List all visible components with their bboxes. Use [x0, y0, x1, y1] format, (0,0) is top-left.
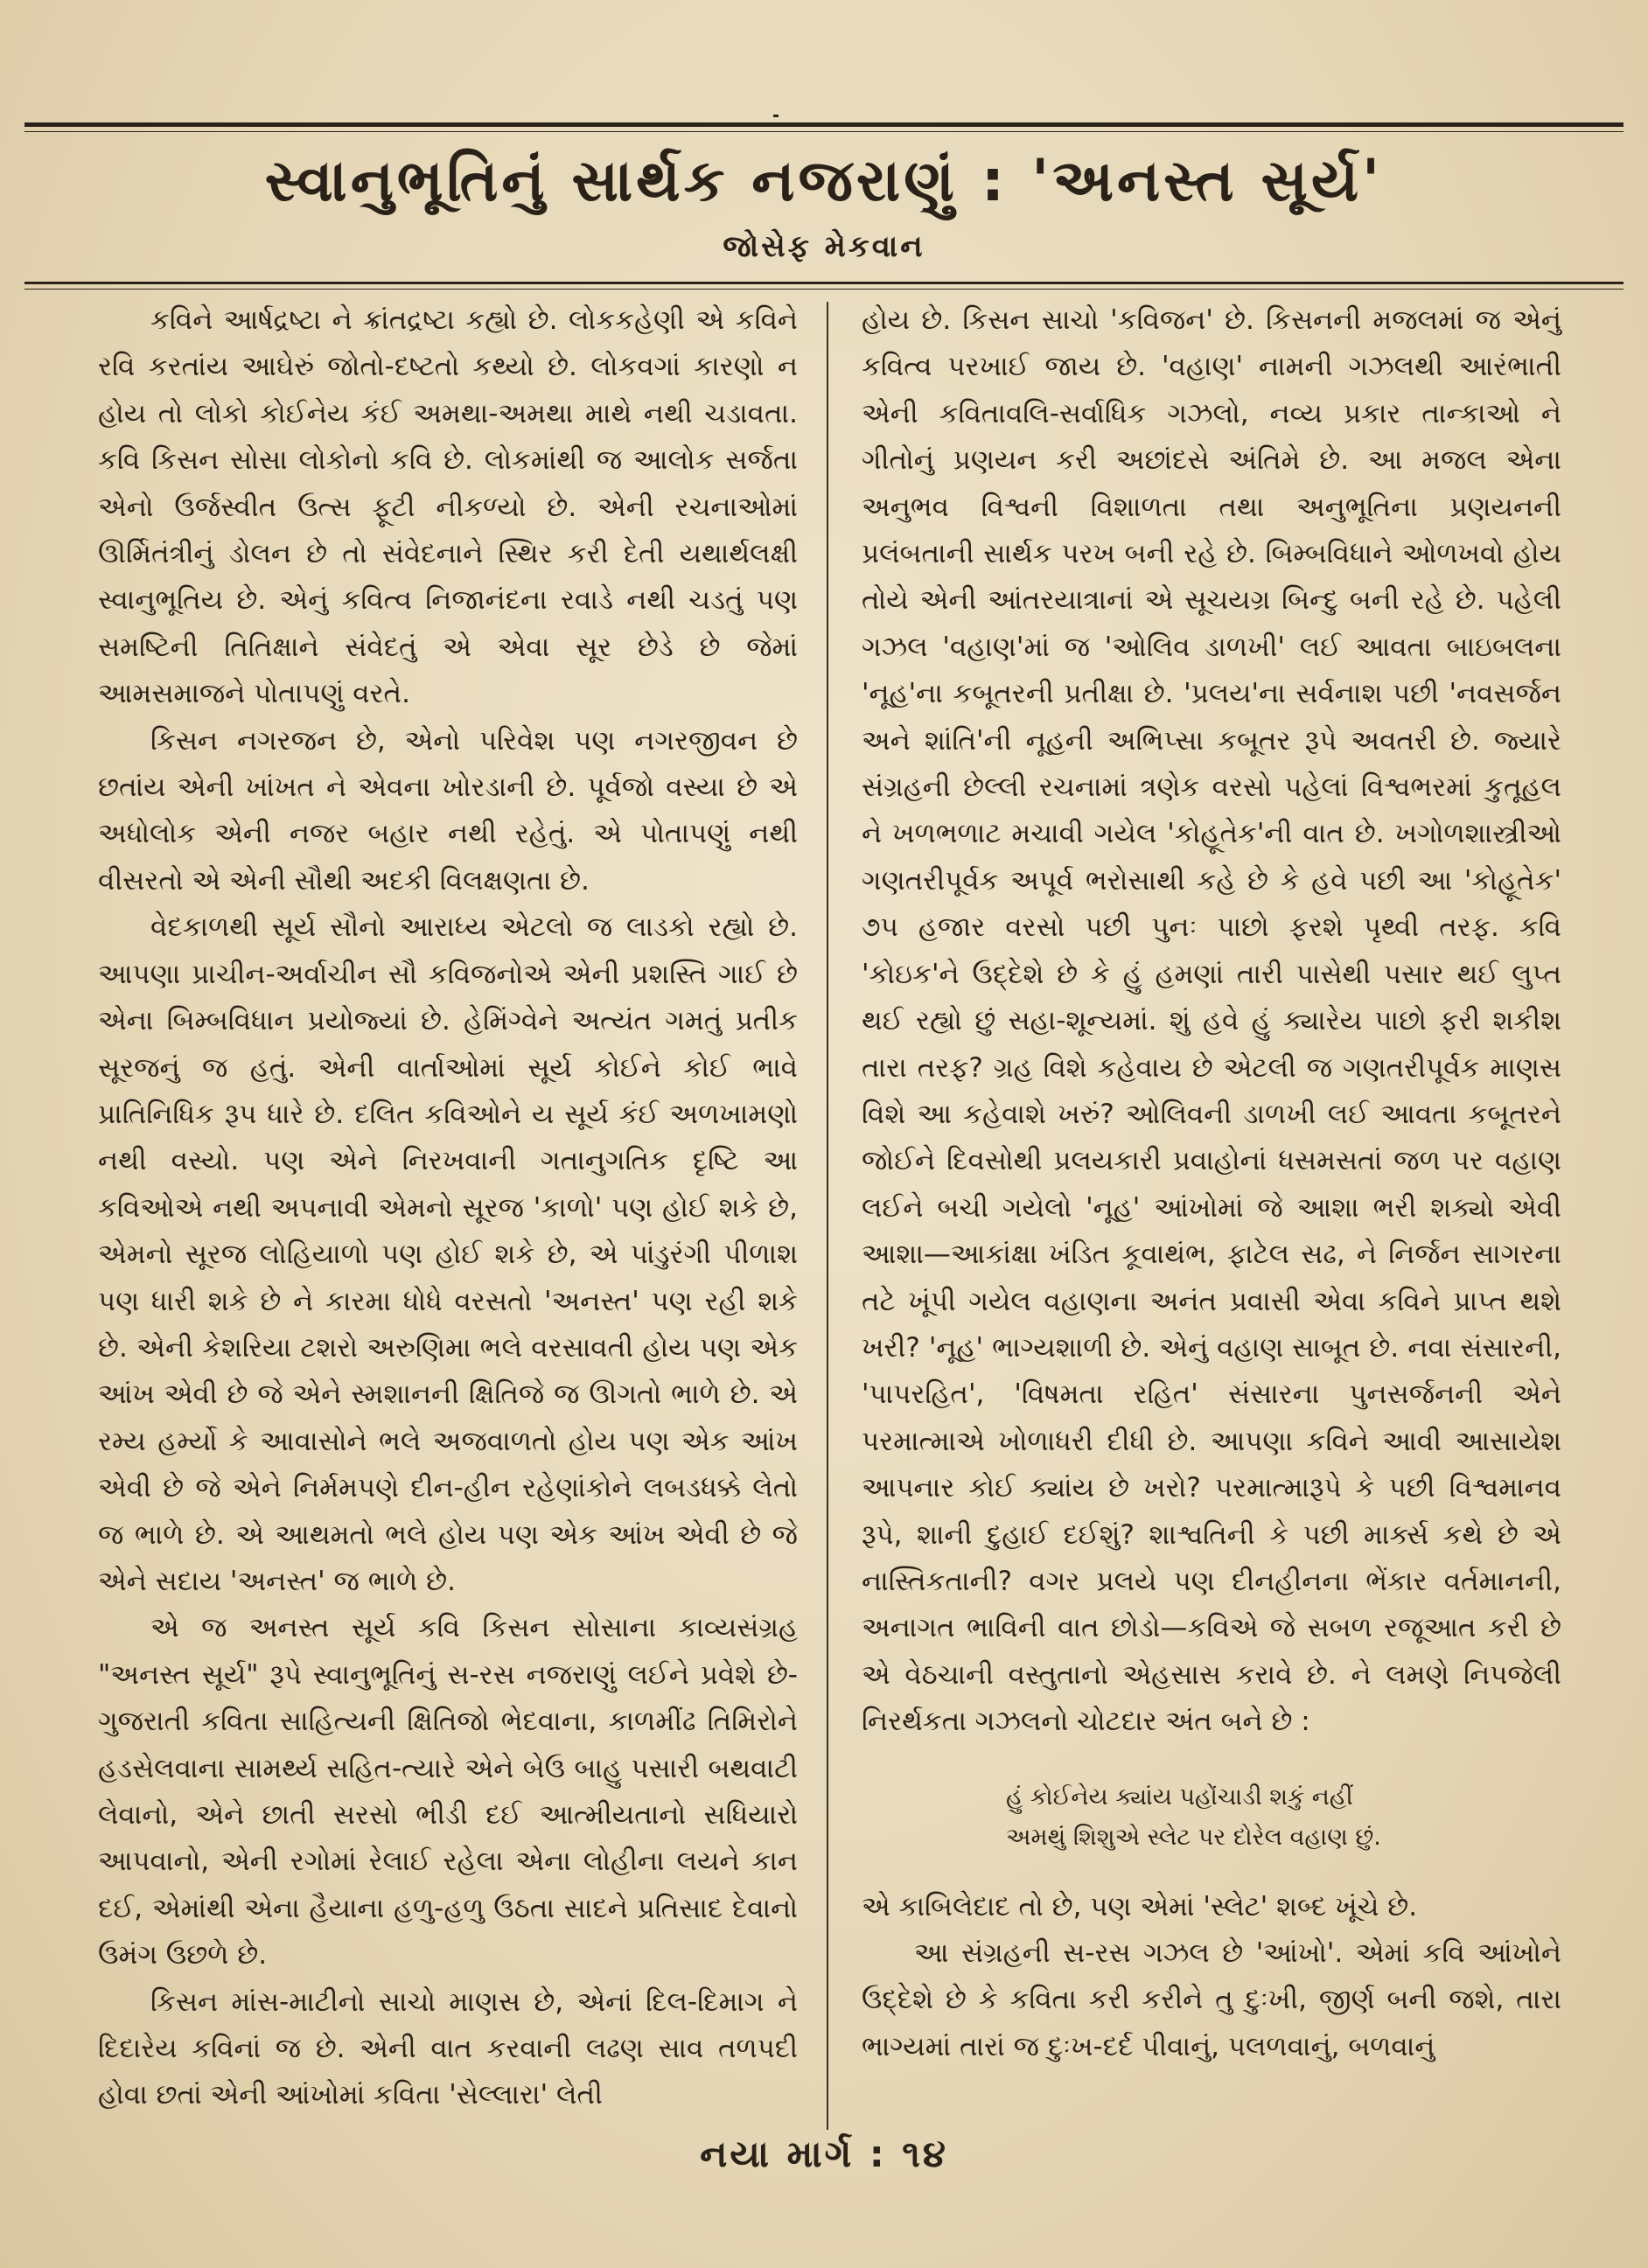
- poem-line: હું કોઈનેય ક્યાંય પહોંચાડી શકું નહીં: [1006, 1783, 1353, 1811]
- column-divider: [827, 302, 828, 2130]
- paragraph: કિસન માંસ-માટીનો સાચો માણસ છે, એનાં દિલ-દિમાગ ને દિદારેય કવિનાં જ છે. એની વાત કરવાની લઢણ સાવ તળપદી હોવા છતાં એની આંખોમાં કવિતા 'સેલ્લારા' લેતી: [98, 1985, 798, 2111]
- left-column: [98, 297, 798, 2119]
- page-footer: નયા માર્ગ : ૧૪: [700, 2132, 948, 2175]
- paragraph: વેદકાળથી સૂર્ય સૌનો આરાધ્ય એટલો જ લાડકો રહ્યો છે. આપણા પ્રાચીન-અર્વાચીન સૌ કવિજનોએ એની પ્રશસ્તિ ગાઈ છે એના બિમ્બવિધાન પ્રયોજ્યાં છે. હેમિંગ્વેને અત્યંત ગમતું પ્રતીક સૂરજનું જ હતું. એની વાર્તાઓમાં સૂર્ય કોઈને કોઈ ભાવે પ્રાતિનિધિક રૂપ ધારે છે. દલિત કવિઓને ય સૂર્ય કંઈ અળખામણો નથી વસ્યો. પણ એને નિરખવાની ગતાનુગતિક દૃષ્ટિ આ કવિઓએ નથી અપનાવી એમનો સૂરજ 'કાળો' પણ હોઈ શકે છે, એમનો સૂરજ લોહિયાળો પણ હોઈ શકે છે, એ પાંડુરંગી પીળાશ પણ ધારી શકે છે ને કારમા ધોધે વરસતો 'અનસ્ત' પણ રહી શકે છે. એની કેશરિયા ટશરો અરુણિમા ભલે વરસાવતી હોય પણ એક આંખ એવી છે જે એને સ્મશાનની ક્ષિતિજે જ ઊગતો ભાળે છે. એ રમ્ય હર્મ્યો કે આવાસોને ભલે અજવાળતો હોય પણ એક આંખ એવી છે જે એને નિર્મમપણે દીન-હીન રહેણાંકોને લબડધક્કે લેતો જ ભાળે છે. એ આથમતો ભલે હોય પણ એક આંખ એવી છે જે એને સદાય 'અનસ્ત' જ ભાળે છે.: [98, 911, 798, 1597]
- paragraph: હોય છે. કિસન સાચો 'કવિજન' છે. કિસનની મજલમાં જ એનું કવિત્વ પરખાઈ જાય છે. 'વહાણ' નામની ગઝલથી આરંભાતી એની કવિતાવલિ-સર્વાધિક ગઝલો, નવ્ય પ્રકાર તાન્કાઓ ને ગીતોનું પ્રણયન કરી અછાંદસે અંતિમે છે. આ મજલ એના અનુભવ વિશ્વની વિશાળતા તથા અનુભૂતિના પ્રણયનની પ્રલંબતાની સાર્થક પરખ બની રહે છે. બિમ્બવિધાને ઓળખવો હોય તોયે એની આંતરયાત્રાનાં એ સૂચયગ્ર બિન્દુ બની રહે છે. પહેલી ગઝલ 'વહાણ'માં જ 'ઓલિવ ડાળખી' લઈ આવતા બાઇબલના 'નૂહ'ના કબૂતરની પ્રતીક્ષા છે. 'પ્રલય'ના સર્વનાશ પછી 'નવસર્જન અને શાંતિ'ની નૂહની અભિપ્સા કબૂતર રૂપે અવતરી છે. જ્યારે સંગ્રહની છેલ્લી રચનામાં ત્રણેક વરસો પહેલાં વિશ્વભરમાં કુતૂહલ ને ખળભળાટ મચાવી ગયેલ 'કોહૂતેક'ની વાત છે. ખગોળશાસ્ત્રીઓ ગણતરીપૂર્વક અપૂર્વ ભરોસાથી કહે છે કે હવે પછી આ 'કોહૂતેક' ૭૫ હજાર વરસો પછી પુનઃ પાછો ફરશે પૃથ્વી તરફ. કવિ 'કોઇક'ને ઉદ્દેશે છે કે હું હમણાં તારી પાસેથી પસાર થઈ લુપ્ત થઈ રહ્યો છું સહા-શૂન્યમાં. શું હવે હું ક્યારેય પાછો ફરી શકીશ તારા તરફ? ગ્રહ વિશે કહેવાય છે એટલી જ ગણતરીપૂર્વક માણસ વિશે આ કહેવાશે ખરું? ઓલિવની ડાળખી લઈ આવતા કબૂતરને જોઈને દિવસોથી પ્રલયકારી પ્રવાહોનાં ધસમસતાં જળ પર વહાણ લઈને બચી ગયેલો 'નૂહ' આંખોમાં જે આશા ભરી શક્યો એવી આશા—આકાંક્ષા ખંડિત કૂવાથંભ, ફાટેલ સઢ, ને નિર્જન સાગરના તટે ખૂંપી ગયેલ વહાણના અનંત પ્રવાસી એવા કવિને પ્રાપ્ત થશે ખરી? 'નૂહ' ભાગ્યશાળી છે. એનું વહાણ સાબૂત છે. નવા સંસારની, 'પાપરહિત', 'વિષમતા રહિત' સંસારના પુનસર્જનની એને પરમાત્માએ ખોળાધરી દીધી છે. આપણા કવિને આવી આસાયેશ આપનાર કોઈ ક્યાંય છે ખરો? પરમાત્મારૂપે કે પછી વિશ્વમાનવ રૂપે, શાની દુહાઈ દઈશું? શાશ્વતિની કે પછી માર્ક્સ કથે છે એ નાસ્તિકતાની? વગર પ્રલયે પણ દીનહીનના ભેંકાર વર્તમાનની, અનાગત ભાવિની વાત છોડો—કવિએ જે સબળ રજૂઆત કરી છે એ વેઠચાની વસ્તુતાનો એહસાસ કરાવે છે. ને લમણે નિપજેલી નિરર્થકતા ગઝલનો ચોટદાર અંત બને છે :: [862, 304, 1561, 1738]
- paragraph: કિસન નગરજન છે, એનો પરિવેશ પણ નગરજીવન છે છતાંય એની ખાંખત ને એવના ખોરડાની છે. પૂર્વજો વસ્યા છે એ અધોલોક એની નજર બહાર નથી રહેતું. એ પોતાપણું નથી વીસરતો એ એની સૌથી અદકી વિલક્ષણતા છે.: [98, 724, 798, 897]
- header-rule-thin: [24, 131, 1624, 132]
- title-rule-thin: [24, 289, 1624, 290]
- poem-quote: [862, 1777, 1561, 1858]
- article-title: સ્વાનુભૂતિનું સાર્થક નજરાણું : 'અનસ્ત સૂર્ય': [264, 147, 1384, 214]
- title-rule-thick: [24, 282, 1624, 284]
- article-author: જોસેફ મેકવાન: [723, 229, 925, 264]
- paragraph: કવિને આર્ષદ્રષ્ટા ને ક્રાંતદ્રષ્ટા કહ્યો છે. લોકકહેણી એ કવિને રવિ કરતાંય આઘેરું જોતો-દષ્ટતો કથ્યો છે. લોકવગાં કારણો ન હોય તો લોકો કોઈનેય કંઈ અમથા-અમથા માથે નથી ચડાવતા. કવિ કિસન સોસા લોકોનો કવિ છે. લોકમાંથી જ આલોક સર્જતા એનો ઉર્જસ્વીત ઉત્સ ફૂટી નીકળ્યો છે. એની રચનાઓમાં ઊર્મિતંત્રીનું ડોલન છે તો સંવેદનાને સ્થિર કરી દેતી યથાર્થલક્ષી સ્વાનુભૂતિય છે. એનું કવિત્વ નિજાનંદના રવાડે નથી ચડતું પણ સમષ્ટિની તિતિક્ષાને સંવેદતું એ એવા સૂર છેડે છે જેમાં આમસમાજને પોતાપણું વરતે.: [98, 304, 798, 710]
- poem-line: અમથું શિશુએ સ્લેટ પર દોરેલ વહાણ છું.: [1006, 1823, 1381, 1851]
- right-column: [862, 297, 1561, 2070]
- paragraph: આ સંગ્રહની સ-રસ ગઝલ છે 'આંખો'. એમાં કવિ આંખોને ઉદ્દેશે છે કે કવિતા કરી કરીને તુ દુઃખી, જીર્ણ બની જશે, તારા ભાગ્યમાં તારાં જ દુઃખ-દર્દ પીવાનું, પલળવાનું, બળવાનું: [862, 1937, 1561, 2062]
- header-rule-thick: [24, 122, 1624, 127]
- paragraph: એ જ અનસ્ત સૂર્ય કવિ કિસન સોસાના કાવ્યસંગ્રહ "અનસ્ત સૂર્ય" રૂપે સ્વાનુભૂતિનું સ-રસ નજરાણું લઈને પ્રવેશે છે-ગુજરાતી કવિતા સાહિત્યની ક્ષિતિજો ભેદવાના, કાળમીંઢ તિમિરોને હડસેલવાના સામર્થ્ય સહિત-ત્યારે એને બેઉ બાહુ પસારી બથવાટી લેવાનો, એને છાતી સરસો ભીડી દઈ આત્મીયતાનો સધિયારો આપવાનો, એની રગોમાં રેલાઈ રહેલા એના લોહીના લયને કાન દઈ, એમાંથી એના હૈયાના હળુ-હળુ ઉઠતા સાદને પ્રતિસાદ દેવાનો ઉમંગ ઉછળે છે.: [98, 1612, 798, 1971]
- paragraph: એ કાબિલેદાદ તો છે, પણ એમાં 'સ્લેટ' શબ્દ ખૂંચે છે.: [862, 1890, 1418, 1923]
- print-speck: [773, 115, 779, 117]
